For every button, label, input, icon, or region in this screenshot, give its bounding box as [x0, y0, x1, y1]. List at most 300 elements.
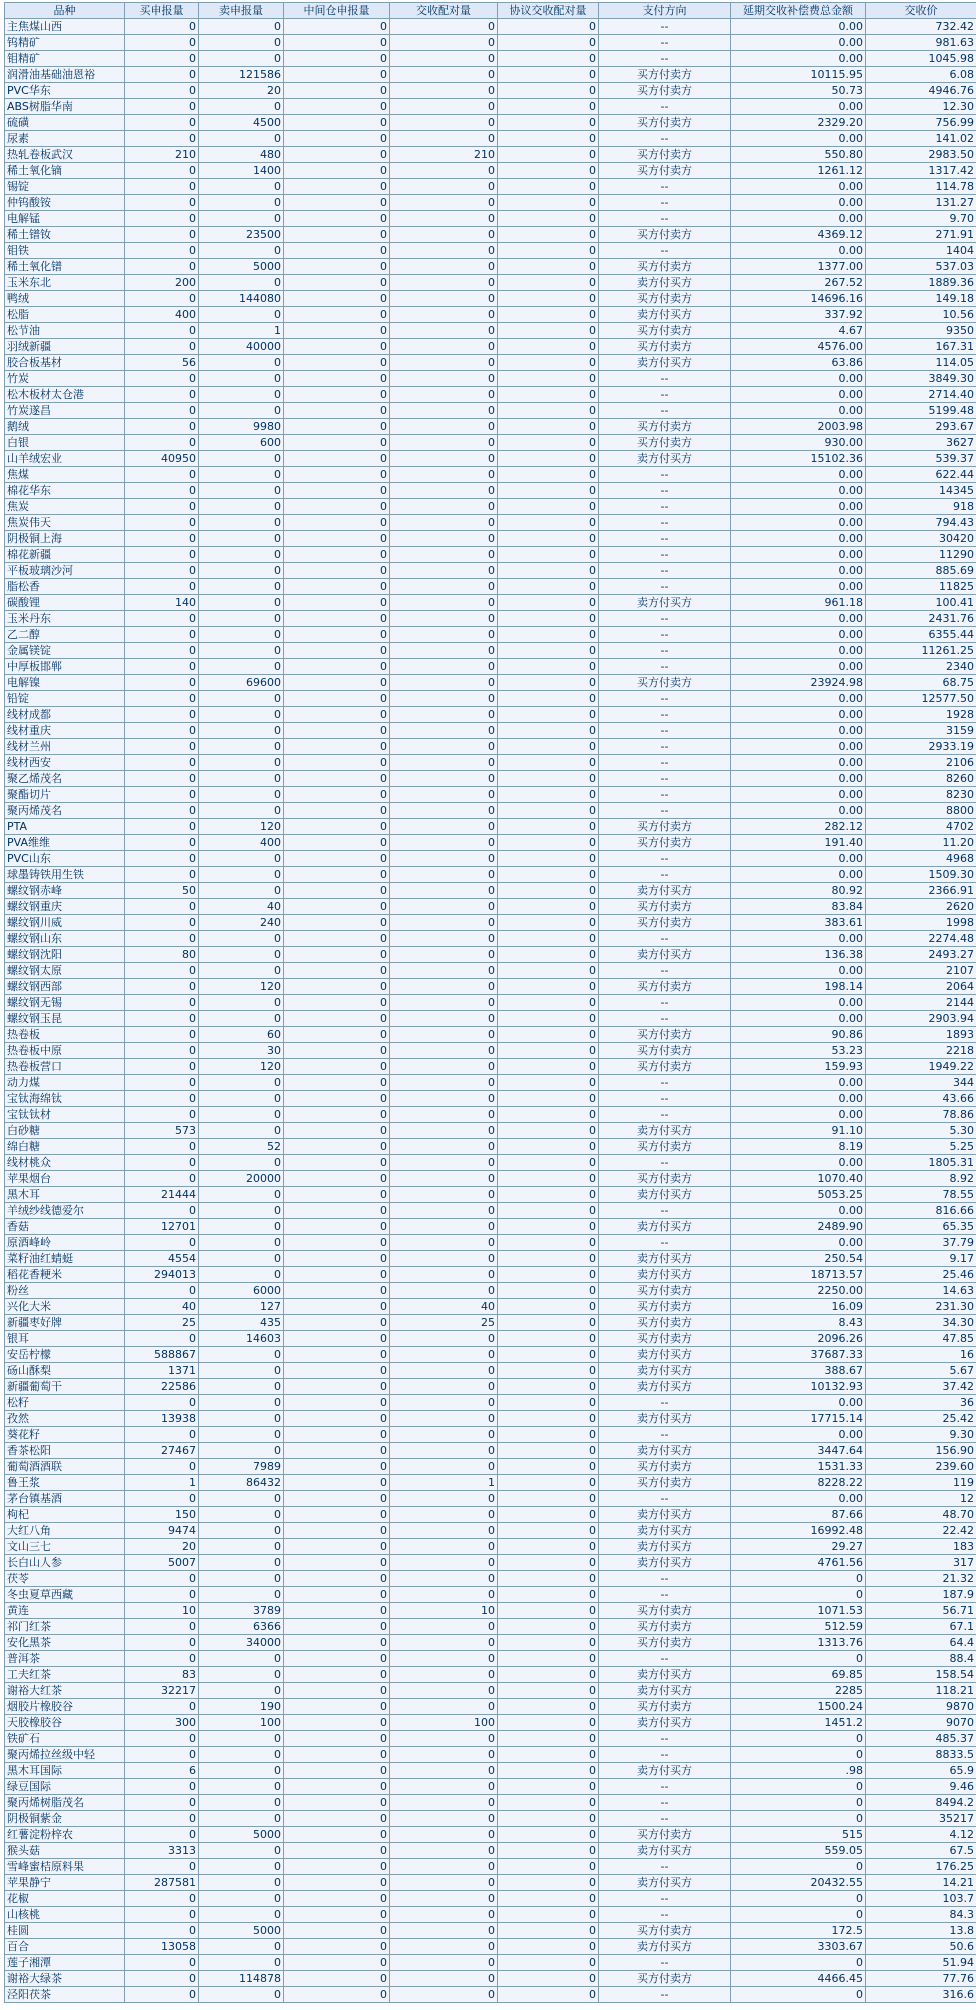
sell-volume-cell: 0 [199, 179, 284, 195]
product-cell: 碳酸锂 [5, 595, 125, 611]
table-row [5, 659, 976, 675]
delivery-matched-cell: 0 [390, 1363, 498, 1379]
buy-volume-cell: 0 [125, 1331, 199, 1347]
delivery-price-cell: 12577.50 [866, 691, 976, 707]
table-row [5, 243, 976, 259]
delivery-matched-cell: 0 [390, 499, 498, 515]
intermediate-volume-cell: 0 [284, 867, 390, 883]
agreement-matched-cell: 0 [498, 243, 599, 259]
product-cell: 焦炭 [5, 499, 125, 515]
deferred-compensation-cell: 0.00 [731, 1091, 866, 1107]
sell-volume-cell: 0 [199, 1235, 284, 1251]
product-cell: 谢裕大绿茶 [5, 1971, 125, 1987]
agreement-matched-cell: 0 [498, 323, 599, 339]
deferred-compensation-cell: 0.00 [731, 19, 866, 35]
intermediate-volume-cell: 0 [284, 1779, 390, 1795]
product-cell: 热卷板营口 [5, 1059, 125, 1075]
product-cell: 宝钛钛材 [5, 1107, 125, 1123]
table-row [5, 691, 976, 707]
delivery-matched-cell: 0 [390, 899, 498, 915]
delivery-price-cell: 9070 [866, 1715, 976, 1731]
sell-volume-cell: 0 [199, 1363, 284, 1379]
intermediate-volume-cell: 0 [284, 35, 390, 51]
sell-volume-cell: 0 [199, 1763, 284, 1779]
product-cell: 菜籽油红蜻蜓 [5, 1251, 125, 1267]
sell-volume-cell: 121586 [199, 67, 284, 83]
delivery-price-cell: 65.35 [866, 1219, 976, 1235]
sell-volume-cell: 0 [199, 1443, 284, 1459]
deferred-compensation-cell: 0.00 [731, 1155, 866, 1171]
table-row [5, 899, 976, 915]
delivery-matched-cell: 0 [390, 1251, 498, 1267]
table-row [5, 451, 976, 467]
delivery-price-cell: 43.66 [866, 1091, 976, 1107]
table-row [5, 1939, 976, 1955]
deferred-compensation-cell: 53.23 [731, 1043, 866, 1059]
buy-volume-cell: 40950 [125, 451, 199, 467]
deferred-compensation-cell: 0.00 [731, 131, 866, 147]
deferred-compensation-cell: 50.73 [731, 83, 866, 99]
payment-direction-cell: -- [599, 1427, 731, 1443]
delivery-matched-cell: 0 [390, 1123, 498, 1139]
sell-volume-cell: 0 [199, 1379, 284, 1395]
product-cell: 松节油 [5, 323, 125, 339]
agreement-matched-cell: 0 [498, 771, 599, 787]
agreement-matched-cell: 0 [498, 371, 599, 387]
payment-direction-cell: -- [599, 563, 731, 579]
product-cell: 电解锰 [5, 211, 125, 227]
delivery-matched-cell: 0 [390, 1235, 498, 1251]
agreement-matched-cell: 0 [498, 1347, 599, 1363]
agreement-matched-cell: 0 [498, 1475, 599, 1491]
product-cell: 祁门红茶 [5, 1619, 125, 1635]
buy-volume-cell: 0 [125, 403, 199, 419]
intermediate-volume-cell: 0 [284, 1731, 390, 1747]
intermediate-volume-cell: 0 [284, 451, 390, 467]
sell-volume-cell: 40 [199, 899, 284, 915]
product-cell: 玉米东北 [5, 275, 125, 291]
product-cell: 稀土氧化镨 [5, 259, 125, 275]
table-row [5, 1107, 976, 1123]
payment-direction-cell: 买方付卖方 [599, 1459, 731, 1475]
buy-volume-cell: 0 [125, 867, 199, 883]
product-cell: 钨精矿 [5, 35, 125, 51]
intermediate-volume-cell: 0 [284, 99, 390, 115]
payment-direction-cell: 卖方付买方 [599, 1251, 731, 1267]
delivery-matched-cell: 0 [390, 1443, 498, 1459]
deferred-compensation-cell: 0.00 [731, 1107, 866, 1123]
sell-volume-cell: 0 [199, 1811, 284, 1827]
table-row [5, 803, 976, 819]
table-row [5, 1091, 976, 1107]
payment-direction-cell: 买方付卖方 [599, 1603, 731, 1619]
agreement-matched-cell: 0 [498, 1603, 599, 1619]
deferred-compensation-cell: 4576.00 [731, 339, 866, 355]
payment-direction-cell: -- [599, 995, 731, 1011]
product-cell: 平板玻璃沙河 [5, 563, 125, 579]
sell-volume-cell: 0 [199, 1155, 284, 1171]
delivery-price-cell: 35217 [866, 1811, 976, 1827]
payment-direction-cell: 买方付卖方 [599, 1331, 731, 1347]
table-row [5, 339, 976, 355]
payment-direction-cell: -- [599, 1491, 731, 1507]
intermediate-volume-cell: 0 [284, 803, 390, 819]
payment-direction-cell: -- [599, 803, 731, 819]
intermediate-volume-cell: 0 [284, 131, 390, 147]
delivery-price-cell: 9.30 [866, 1427, 976, 1443]
buy-volume-cell: 0 [125, 1907, 199, 1923]
deferred-compensation-cell: 0.00 [731, 643, 866, 659]
product-cell: 文山三七 [5, 1539, 125, 1555]
delivery-matched-cell: 0 [390, 291, 498, 307]
deferred-compensation-cell: 0.00 [731, 579, 866, 595]
delivery-price-cell: 67.5 [866, 1843, 976, 1859]
intermediate-volume-cell: 0 [284, 1955, 390, 1971]
deferred-compensation-cell: 515 [731, 1827, 866, 1843]
sell-volume-cell: 0 [199, 595, 284, 611]
intermediate-volume-cell: 0 [284, 115, 390, 131]
agreement-matched-cell: 0 [498, 1267, 599, 1283]
delivery-matched-cell: 0 [390, 451, 498, 467]
table-row [5, 755, 976, 771]
table-row [5, 371, 976, 387]
table-row [5, 931, 976, 947]
deferred-compensation-cell: 0.00 [731, 403, 866, 419]
delivery-price-cell: 4968 [866, 851, 976, 867]
delivery-matched-cell: 0 [390, 1955, 498, 1971]
intermediate-volume-cell: 0 [284, 163, 390, 179]
sell-volume-cell: 0 [199, 1187, 284, 1203]
agreement-matched-cell: 0 [498, 1955, 599, 1971]
intermediate-volume-cell: 0 [284, 1411, 390, 1427]
deferred-compensation-cell: 0.00 [731, 867, 866, 883]
delivery-price-cell: 30420 [866, 531, 976, 547]
table-row [5, 627, 976, 643]
payment-direction-cell: 买方付卖方 [599, 819, 731, 835]
sell-volume-cell: 120 [199, 819, 284, 835]
delivery-matched-cell: 0 [390, 1219, 498, 1235]
payment-direction-cell: -- [599, 131, 731, 147]
sell-volume-cell: 0 [199, 403, 284, 419]
sell-volume-cell: 1400 [199, 163, 284, 179]
table-row [5, 1235, 976, 1251]
agreement-matched-cell: 0 [498, 1731, 599, 1747]
agreement-matched-cell: 0 [498, 1043, 599, 1059]
sell-volume-cell: 0 [199, 1747, 284, 1763]
sell-volume-cell: 0 [199, 1571, 284, 1587]
delivery-matched-cell: 0 [390, 1731, 498, 1747]
sell-volume-cell: 60 [199, 1027, 284, 1043]
intermediate-volume-cell: 0 [284, 211, 390, 227]
intermediate-volume-cell: 0 [284, 739, 390, 755]
delivery-matched-cell: 0 [390, 19, 498, 35]
buy-volume-cell: 12701 [125, 1219, 199, 1235]
delivery-matched-cell: 0 [390, 67, 498, 83]
delivery-price-cell: 65.9 [866, 1763, 976, 1779]
delivery-matched-cell: 100 [390, 1715, 498, 1731]
delivery-price-cell: 9350 [866, 323, 976, 339]
table-row [5, 739, 976, 755]
buy-volume-cell: 0 [125, 499, 199, 515]
delivery-matched-cell: 0 [390, 307, 498, 323]
product-cell: 乙二醇 [5, 627, 125, 643]
payment-direction-cell: -- [599, 963, 731, 979]
sell-volume-cell: 0 [199, 995, 284, 1011]
sell-volume-cell: 0 [199, 1667, 284, 1683]
intermediate-volume-cell: 0 [284, 707, 390, 723]
agreement-matched-cell: 0 [498, 499, 599, 515]
agreement-matched-cell: 0 [498, 707, 599, 723]
deferred-compensation-cell: 1070.40 [731, 1171, 866, 1187]
deferred-compensation-cell: 337.92 [731, 307, 866, 323]
deferred-compensation-cell: 15102.36 [731, 451, 866, 467]
deferred-compensation-cell: 0 [731, 1747, 866, 1763]
payment-direction-cell: -- [599, 515, 731, 531]
buy-volume-cell: 0 [125, 771, 199, 787]
delivery-matched-cell: 0 [390, 1523, 498, 1539]
delivery-price-cell: 3627 [866, 435, 976, 451]
delivery-price-cell: 8494.2 [866, 1795, 976, 1811]
sell-volume-cell: 0 [199, 1907, 284, 1923]
product-cell: 脂松香 [5, 579, 125, 595]
intermediate-volume-cell: 0 [284, 691, 390, 707]
payment-direction-cell: 买方付卖方 [599, 147, 731, 163]
table-row [5, 1155, 976, 1171]
intermediate-volume-cell: 0 [284, 1571, 390, 1587]
product-cell: 茯苓 [5, 1571, 125, 1587]
delivery-price-cell: 12.30 [866, 99, 976, 115]
agreement-matched-cell: 0 [498, 579, 599, 595]
deferred-compensation-cell: 0.00 [731, 483, 866, 499]
deferred-compensation-cell: 0 [731, 1811, 866, 1827]
delivery-matched-cell: 0 [390, 1555, 498, 1571]
payment-direction-cell: -- [599, 1891, 731, 1907]
payment-direction-cell: 买方付卖方 [599, 1635, 731, 1651]
payment-direction-cell: -- [599, 1107, 731, 1123]
deferred-compensation-cell: 4761.56 [731, 1555, 866, 1571]
payment-direction-cell: 买方付卖方 [599, 323, 731, 339]
intermediate-volume-cell: 0 [284, 915, 390, 931]
deferred-compensation-cell: 1377.00 [731, 259, 866, 275]
payment-direction-cell: -- [599, 195, 731, 211]
table-row [5, 147, 976, 163]
buy-volume-cell: 0 [125, 115, 199, 131]
agreement-matched-cell: 0 [498, 83, 599, 99]
agreement-matched-cell: 0 [498, 1667, 599, 1683]
table-row [5, 355, 976, 371]
delivery-price-cell: 4946.76 [866, 83, 976, 99]
delivery-matched-cell: 0 [390, 1187, 498, 1203]
buy-volume-cell: 80 [125, 947, 199, 963]
product-cell: 山羊绒宏业 [5, 451, 125, 467]
table-row [5, 179, 976, 195]
delivery-price-cell: 14.21 [866, 1875, 976, 1891]
delivery-matched-cell: 0 [390, 1827, 498, 1843]
delivery-matched-cell: 0 [390, 115, 498, 131]
table-row [5, 1635, 976, 1651]
intermediate-volume-cell: 0 [284, 1907, 390, 1923]
product-cell: 安化黑茶 [5, 1635, 125, 1651]
product-cell: 硫磺 [5, 115, 125, 131]
intermediate-volume-cell: 0 [284, 499, 390, 515]
agreement-matched-cell: 0 [498, 51, 599, 67]
delivery-price-cell: 2144 [866, 995, 976, 1011]
payment-direction-cell: -- [599, 403, 731, 419]
intermediate-volume-cell: 0 [284, 1523, 390, 1539]
table-row [5, 851, 976, 867]
product-cell: PVA维维 [5, 835, 125, 851]
deferred-compensation-cell: 83.84 [731, 899, 866, 915]
payment-direction-cell: 买方付卖方 [599, 291, 731, 307]
delivery-price-cell: 167.31 [866, 339, 976, 355]
buy-volume-cell: 0 [125, 899, 199, 915]
payment-direction-cell: 买方付卖方 [599, 115, 731, 131]
intermediate-volume-cell: 0 [284, 83, 390, 99]
table-row [5, 115, 976, 131]
product-cell: 烟胶片橡胶谷 [5, 1699, 125, 1715]
sell-volume-cell: 0 [199, 531, 284, 547]
intermediate-volume-cell: 0 [284, 883, 390, 899]
table-row [5, 563, 976, 579]
table-row [5, 1171, 976, 1187]
sell-volume-cell: 0 [199, 1939, 284, 1955]
payment-direction-cell: 买方付卖方 [599, 979, 731, 995]
buy-volume-cell: 0 [125, 995, 199, 1011]
buy-volume-cell: 0 [125, 371, 199, 387]
intermediate-volume-cell: 0 [284, 771, 390, 787]
payment-direction-cell: 卖方付买方 [599, 275, 731, 291]
table-row [5, 611, 976, 627]
sell-volume-cell: 1 [199, 323, 284, 339]
product-cell: 螺纹钢太原 [5, 963, 125, 979]
intermediate-volume-cell: 0 [284, 323, 390, 339]
delivery-price-cell: 918 [866, 499, 976, 515]
agreement-matched-cell: 0 [498, 1459, 599, 1475]
table-row [5, 819, 976, 835]
intermediate-volume-cell: 0 [284, 995, 390, 1011]
deferred-compensation-cell: 5053.25 [731, 1187, 866, 1203]
deferred-compensation-cell: 37687.33 [731, 1347, 866, 1363]
delivery-matched-cell: 0 [390, 819, 498, 835]
delivery-price-cell: 2933.19 [866, 739, 976, 755]
delivery-matched-cell: 0 [390, 771, 498, 787]
payment-direction-cell: 买方付卖方 [599, 1043, 731, 1059]
sell-volume-cell: 0 [199, 195, 284, 211]
agreement-matched-cell: 0 [498, 803, 599, 819]
agreement-matched-cell: 0 [498, 1107, 599, 1123]
table-row [5, 99, 976, 115]
sell-volume-cell: 0 [199, 1955, 284, 1971]
sell-volume-cell: 0 [199, 1875, 284, 1891]
header-delivery-matched: 交收配对量 [390, 3, 498, 19]
deferred-compensation-cell: 0.00 [731, 531, 866, 547]
intermediate-volume-cell: 0 [284, 531, 390, 547]
buy-volume-cell: 200 [125, 275, 199, 291]
product-cell: 松木板材太仓港 [5, 387, 125, 403]
agreement-matched-cell: 0 [498, 1683, 599, 1699]
deferred-compensation-cell: 8.43 [731, 1315, 866, 1331]
agreement-matched-cell: 0 [498, 291, 599, 307]
sell-volume-cell: 144080 [199, 291, 284, 307]
payment-direction-cell: 卖方付买方 [599, 1267, 731, 1283]
agreement-matched-cell: 0 [498, 1891, 599, 1907]
deferred-compensation-cell: 0.00 [731, 755, 866, 771]
header-product: 品种 [5, 3, 125, 19]
delivery-price-cell: 8833.5 [866, 1747, 976, 1763]
table-row [5, 387, 976, 403]
delivery-matched-cell: 0 [390, 1811, 498, 1827]
delivery-matched-cell: 0 [390, 1395, 498, 1411]
buy-volume-cell: 0 [125, 1459, 199, 1475]
intermediate-volume-cell: 0 [284, 851, 390, 867]
sell-volume-cell: 0 [199, 1427, 284, 1443]
buy-volume-cell: 0 [125, 1571, 199, 1587]
table-row [5, 1075, 976, 1091]
agreement-matched-cell: 0 [498, 259, 599, 275]
deferred-compensation-cell: 4369.12 [731, 227, 866, 243]
delivery-price-cell: 271.91 [866, 227, 976, 243]
deferred-compensation-cell: 2285 [731, 1683, 866, 1699]
delivery-matched-cell: 0 [390, 867, 498, 883]
payment-direction-cell: -- [599, 51, 731, 67]
intermediate-volume-cell: 0 [284, 1603, 390, 1619]
delivery-price-cell: 2064 [866, 979, 976, 995]
table-row [5, 771, 976, 787]
deferred-compensation-cell: 0.00 [731, 179, 866, 195]
delivery-matched-cell: 0 [390, 755, 498, 771]
intermediate-volume-cell: 0 [284, 1651, 390, 1667]
agreement-matched-cell: 0 [498, 1539, 599, 1555]
payment-direction-cell: 卖方付买方 [599, 1507, 731, 1523]
buy-volume-cell: 294013 [125, 1267, 199, 1283]
delivery-matched-cell: 0 [390, 979, 498, 995]
agreement-matched-cell: 0 [498, 1907, 599, 1923]
sell-volume-cell: 0 [199, 19, 284, 35]
sell-volume-cell: 480 [199, 147, 284, 163]
buy-volume-cell: 0 [125, 1139, 199, 1155]
product-cell: 润滑油基础油恩裕 [5, 67, 125, 83]
deferred-compensation-cell: 0.00 [731, 563, 866, 579]
buy-volume-cell: 0 [125, 483, 199, 499]
payment-direction-cell: 卖方付买方 [599, 1219, 731, 1235]
delivery-matched-cell: 0 [390, 1987, 498, 2003]
sell-volume-cell: 100 [199, 1715, 284, 1731]
buy-volume-cell: 0 [125, 1859, 199, 1875]
delivery-matched-cell: 0 [390, 1491, 498, 1507]
buy-volume-cell: 0 [125, 1107, 199, 1123]
delivery-matched-cell: 0 [390, 1891, 498, 1907]
delivery-price-cell: 50.6 [866, 1939, 976, 1955]
buy-volume-cell: 150 [125, 1507, 199, 1523]
intermediate-volume-cell: 0 [284, 1699, 390, 1715]
intermediate-volume-cell: 0 [284, 355, 390, 371]
product-cell: 螺纹钢重庆 [5, 899, 125, 915]
delivery-price-cell: 1889.36 [866, 275, 976, 291]
delivery-price-cell: 5.25 [866, 1139, 976, 1155]
payment-direction-cell: 卖方付买方 [599, 1939, 731, 1955]
delivery-price-cell: 981.63 [866, 35, 976, 51]
sell-volume-cell: 0 [199, 99, 284, 115]
table-row [5, 1267, 976, 1283]
buy-volume-cell: 9474 [125, 1523, 199, 1539]
table-row [5, 1219, 976, 1235]
intermediate-volume-cell: 0 [284, 1043, 390, 1059]
delivery-price-cell: 3159 [866, 723, 976, 739]
sell-volume-cell: 0 [199, 1203, 284, 1219]
sell-volume-cell: 0 [199, 515, 284, 531]
delivery-matched-cell: 0 [390, 1635, 498, 1651]
deferred-compensation-cell: 0.00 [731, 1491, 866, 1507]
